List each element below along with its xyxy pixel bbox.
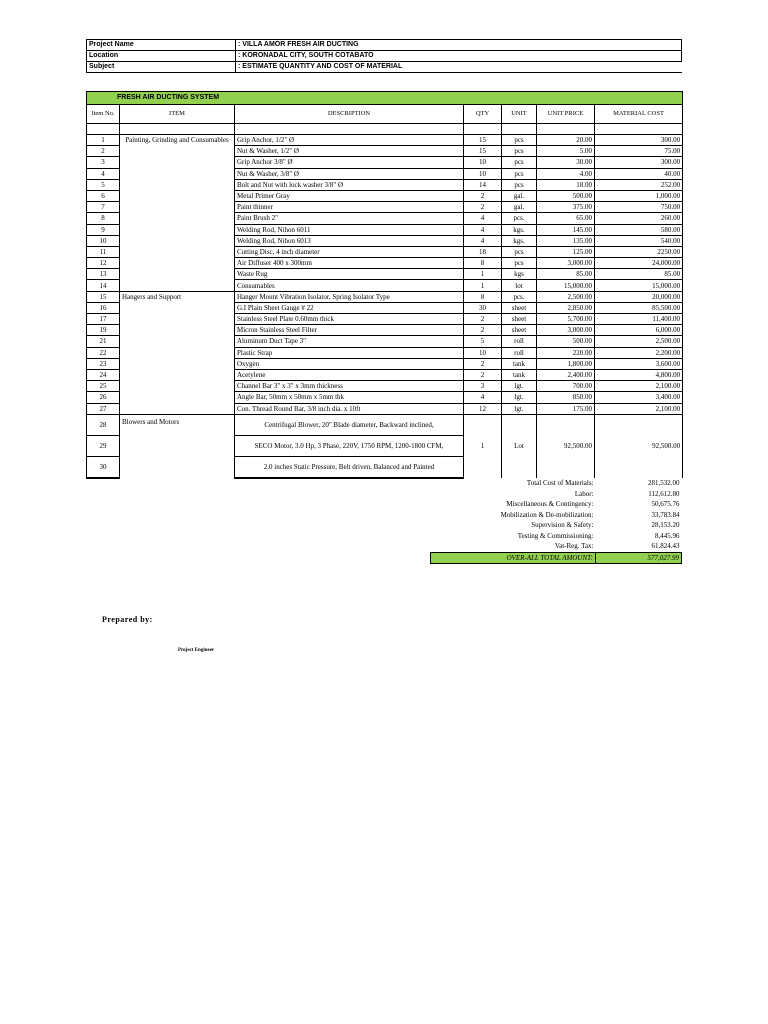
item-unit: pcs — [502, 146, 537, 157]
item-unit: pcs — [502, 157, 537, 168]
item-material-cost: 92,500.00 — [595, 414, 683, 478]
item-unit-price: 850.00 — [537, 392, 595, 403]
item-description: Aluminum Duct Tape 3" — [235, 336, 464, 347]
item-description: Channel Bar 3" x 3" x 3mm thickness — [235, 381, 464, 392]
item-qty: 10 — [464, 157, 502, 168]
item-number: 15 — [87, 291, 120, 302]
item-qty: 14 — [464, 179, 502, 190]
item-unit: tank — [502, 369, 537, 380]
item-material-cost: 300.00 — [595, 135, 683, 146]
item-unit: roll — [502, 336, 537, 347]
item-material-cost: 40.00 — [595, 168, 683, 179]
item-qty: 10 — [464, 347, 502, 358]
item-unit-price: 500.00 — [537, 336, 595, 347]
column-header: ITEM — [120, 105, 235, 124]
item-qty: 3 — [464, 381, 502, 392]
summary-row — [431, 520, 682, 531]
item-unit-price: 125.00 — [537, 246, 595, 257]
summary-label: Vat-Reg. Tax: — [554, 542, 594, 551]
item-unit: lgt. — [502, 392, 537, 403]
item-unit: kgs — [502, 269, 537, 280]
item-unit-price: 85.00 — [537, 269, 595, 280]
item-unit-price: 220.00 — [537, 347, 595, 358]
prepared-by-label: Prepared by: — [102, 615, 153, 624]
category-painting: Painting, Grinding and Consumables — [120, 135, 235, 292]
summary-value: 50,675.76 — [651, 500, 680, 509]
item-material-cost: 540.00 — [595, 235, 683, 246]
table-title: FRESH AIR DUCTING SYSTEM — [87, 92, 683, 105]
item-description: Paint Brush 2" — [235, 213, 464, 224]
item-description: 2.0 inches Static Pressure, Belt driven, Balanced and Painted — [235, 456, 464, 478]
column-header: Item No. — [87, 105, 120, 124]
item-qty: 4 — [464, 235, 502, 246]
item-unit-price: 4.00 — [537, 168, 595, 179]
summary-row — [431, 499, 682, 510]
item-qty: 1 — [464, 280, 502, 291]
item-description: Con. Thread Round Bar, 3/8 inch dia. x 10ft — [235, 403, 464, 414]
summary-value: 8,445.96 — [655, 531, 680, 540]
header-row — [87, 40, 682, 51]
item-unit: sheet — [502, 302, 537, 313]
summary-label: Miscellaneous & Contingency: — [506, 500, 594, 509]
item-qty: 1 — [464, 414, 502, 478]
item-material-cost: 3,600.00 — [595, 358, 683, 369]
item-unit-price: 700.00 — [537, 381, 595, 392]
item-description: Consumables — [235, 280, 464, 291]
item-qty: 4 — [464, 392, 502, 403]
item-material-cost: 2,500.00 — [595, 336, 683, 347]
item-unit: pcs — [502, 246, 537, 257]
item-material-cost: 2,100.00 — [595, 403, 683, 414]
item-description: Grip Anchor, 1/2" Ø — [235, 135, 464, 146]
header-key: Subject — [87, 62, 236, 73]
item-qty: 1 — [464, 269, 502, 280]
item-description: Air Diffuser 400 x 300mm — [235, 258, 464, 269]
item-qty: 2 — [464, 202, 502, 213]
item-material-cost: 2,200.00 — [595, 347, 683, 358]
item-material-cost: 2,100.00 — [595, 381, 683, 392]
item-number: 21 — [87, 336, 120, 347]
item-description: Hanger Mount Vibration Isolator, Spring Isolator Type — [235, 291, 464, 302]
item-qty: 12 — [464, 403, 502, 414]
item-unit: pcs — [502, 179, 537, 190]
item-qty: 2 — [464, 358, 502, 369]
item-qty: 2 — [464, 190, 502, 201]
item-material-cost: 11,400.00 — [595, 314, 683, 325]
summary-label: Testing & Commissioning: — [517, 531, 594, 540]
column-header: MATERIAL COST — [595, 105, 683, 124]
summary-value: 281,532.00 — [648, 479, 680, 488]
item-description: Metal Primer Gray — [235, 190, 464, 201]
item-unit: lgt. — [502, 403, 537, 414]
column-header: UNIT — [502, 105, 537, 124]
item-unit-price: 145.00 — [537, 224, 595, 235]
item-number: 19 — [87, 325, 120, 336]
item-unit-price: 2,400.00 — [537, 369, 595, 380]
item-number: 7 — [87, 202, 120, 213]
summary-value: 33,783.84 — [651, 510, 680, 519]
item-description: Nut & Washer, 1/2" Ø — [235, 146, 464, 157]
item-number: 1 — [87, 135, 120, 146]
item-number: 6 — [87, 190, 120, 201]
item-description: Micron Stainless Steel Filter — [235, 325, 464, 336]
spacer-row — [87, 124, 683, 135]
project-engineer-label: Project Engineer — [178, 648, 215, 653]
cost-summary — [430, 478, 682, 564]
item-material-cost: 1,000.00 — [595, 190, 683, 201]
item-unit: pcs. — [502, 291, 537, 302]
item-description: Welding Rod, Nihon 6011 — [235, 224, 464, 235]
item-number: 30 — [87, 456, 120, 478]
item-number: 8 — [87, 213, 120, 224]
item-material-cost: 15,000.00 — [595, 280, 683, 291]
item-unit: gal. — [502, 202, 537, 213]
item-unit-price: 2,500.00 — [537, 291, 595, 302]
item-number: 23 — [87, 358, 120, 369]
item-unit: roll — [502, 347, 537, 358]
item-description: Welding Rod, Nihon 6013 — [235, 235, 464, 246]
item-qty: 18 — [464, 246, 502, 257]
item-number: 25 — [87, 381, 120, 392]
column-header: QTY — [464, 105, 502, 124]
item-unit-price: 3,000.00 — [537, 258, 595, 269]
category-blowers: Blowers and Motors — [120, 414, 235, 478]
item-description: Stainless Steel Plate 0.60mm thick — [235, 314, 464, 325]
table-row — [87, 291, 683, 302]
table-title-row — [87, 92, 683, 105]
category-hangers: Hangers and Support — [120, 291, 235, 414]
item-unit-price: 92,500.00 — [537, 414, 595, 478]
header-value: : VILLA AMOR FRESH AIR DUCTING — [236, 40, 682, 51]
item-description: G.I Plain Sheet Gauge # 22 — [235, 302, 464, 313]
item-number: 10 — [87, 235, 120, 246]
header-key: Location — [87, 51, 236, 62]
item-description: Centrifugal Blower, 20" Blade diameter, Backward inclined, — [235, 414, 464, 435]
item-unit: gal. — [502, 190, 537, 201]
item-unit-price: 5.00 — [537, 146, 595, 157]
item-number: 11 — [87, 246, 120, 257]
summary-label: Mobilization & De-mobilization: — [500, 510, 594, 519]
table-row — [87, 414, 683, 435]
item-description: Acetylene — [235, 369, 464, 380]
summary-label: Labor: — [574, 489, 594, 498]
overall-total-value: 577,027.99 — [596, 552, 682, 564]
summary-row — [431, 531, 682, 542]
item-description: Waste Rug — [235, 269, 464, 280]
item-unit: lot — [502, 280, 537, 291]
item-material-cost: 2250.00 — [595, 246, 683, 257]
header-row — [87, 62, 682, 73]
item-material-cost: 85.00 — [595, 269, 683, 280]
item-number: 28 — [87, 414, 120, 435]
item-unit: sheet — [502, 325, 537, 336]
item-qty: 2 — [464, 369, 502, 380]
item-unit: kgs. — [502, 224, 537, 235]
summary-row — [431, 510, 682, 521]
overall-total-row — [431, 552, 682, 564]
item-unit-price: 30.00 — [537, 157, 595, 168]
item-number: 9 — [87, 224, 120, 235]
summary-label: Supervision & Safety: — [531, 521, 594, 530]
item-unit-price: 500.00 — [537, 190, 595, 201]
item-number: 17 — [87, 314, 120, 325]
item-qty: 5 — [464, 336, 502, 347]
item-number: 22 — [87, 347, 120, 358]
item-description: Plastic Strap — [235, 347, 464, 358]
summary-row — [431, 478, 682, 489]
item-unit: sheet — [502, 314, 537, 325]
header-value: : ESTIMATE QUANTITY AND COST OF MATERIAL — [236, 62, 682, 73]
item-material-cost: 75.00 — [595, 146, 683, 157]
item-material-cost: 20,000.00 — [595, 291, 683, 302]
column-header-row — [87, 105, 683, 124]
item-material-cost: 260.00 — [595, 213, 683, 224]
item-qty: 4 — [464, 224, 502, 235]
header-row — [87, 51, 682, 62]
item-description: Bolt and Nut with lock washer 3/8" Ø — [235, 179, 464, 190]
item-material-cost: 252.00 — [595, 179, 683, 190]
summary-value: 61,824.43 — [651, 542, 680, 551]
table-row — [87, 135, 683, 146]
item-description: Cutting Disc, 4 inch diameter — [235, 246, 464, 257]
item-qty: 15 — [464, 135, 502, 146]
item-description: Angle Bar, 50mm x 50mm x 5mm thk — [235, 392, 464, 403]
item-number: 26 — [87, 392, 120, 403]
project-header — [86, 39, 682, 73]
item-unit: tank — [502, 358, 537, 369]
item-description: Paint thinner — [235, 202, 464, 213]
item-number: 29 — [87, 435, 120, 456]
item-number: 3 — [87, 157, 120, 168]
summary-label: Total Cost of Materials: — [526, 479, 594, 488]
item-unit-price: 2,850.00 — [537, 302, 595, 313]
item-qty: 15 — [464, 146, 502, 157]
header-key: Project Name — [87, 40, 236, 51]
summary-row — [431, 541, 682, 552]
item-unit-price: 18.00 — [537, 179, 595, 190]
item-material-cost: 3,400.00 — [595, 392, 683, 403]
item-unit-price: 65.00 — [537, 213, 595, 224]
item-qty: 10 — [464, 168, 502, 179]
item-unit-price: 3,000.00 — [537, 325, 595, 336]
item-number: 4 — [87, 168, 120, 179]
item-material-cost: 6,000.00 — [595, 325, 683, 336]
item-unit-price: 5,700.00 — [537, 314, 595, 325]
item-unit: Lot — [502, 414, 537, 478]
item-qty: 4 — [464, 213, 502, 224]
item-number: 27 — [87, 403, 120, 414]
item-number: 13 — [87, 269, 120, 280]
item-unit-price: 175.00 — [537, 403, 595, 414]
header-value: : KORONADAL CITY, SOUTH COTABATO — [236, 51, 682, 62]
item-number: 24 — [87, 369, 120, 380]
item-material-cost: 750.00 — [595, 202, 683, 213]
item-description: Oxygen — [235, 358, 464, 369]
column-header: UNIT PRICE — [537, 105, 595, 124]
column-header: DESCRIPTION — [235, 105, 464, 124]
item-number: 12 — [87, 258, 120, 269]
summary-value: 112,612.80 — [648, 489, 680, 498]
item-unit: pcs. — [502, 213, 537, 224]
item-qty: 30 — [464, 302, 502, 313]
item-number: 5 — [87, 179, 120, 190]
item-qty: 8 — [464, 291, 502, 302]
item-unit: kgs. — [502, 235, 537, 246]
item-material-cost: 4,800.00 — [595, 369, 683, 380]
item-unit-price: 15,000.00 — [537, 280, 595, 291]
estimate-table — [86, 91, 683, 479]
item-qty: 2 — [464, 314, 502, 325]
item-number: 14 — [87, 280, 120, 291]
item-number: 2 — [87, 146, 120, 157]
overall-total-label: OVER-ALL TOTAL AMOUNT: — [431, 552, 596, 564]
item-material-cost: 580.00 — [595, 224, 683, 235]
item-unit-price: 135.00 — [537, 235, 595, 246]
item-unit: pcs — [502, 168, 537, 179]
item-description: Nut & Washer, 3/8" Ø — [235, 168, 464, 179]
item-unit-price: 20.00 — [537, 135, 595, 146]
item-unit: pcs — [502, 135, 537, 146]
item-description: Grip Anchor 3/8" Ø — [235, 157, 464, 168]
summary-value: 28,153.20 — [651, 521, 680, 530]
item-unit: lgt. — [502, 381, 537, 392]
item-description: SECO Motor, 3.0 Hp, 3 Phase, 220V, 1750 RPM, 1200-1800 CFM, — [235, 435, 464, 456]
item-unit-price: 1,800.00 — [537, 358, 595, 369]
item-qty: 2 — [464, 325, 502, 336]
item-number: 16 — [87, 302, 120, 313]
item-material-cost: 24,000.00 — [595, 258, 683, 269]
item-qty: 8 — [464, 258, 502, 269]
item-material-cost: 85,500.00 — [595, 302, 683, 313]
item-unit: pcs — [502, 258, 537, 269]
item-unit-price: 375.00 — [537, 202, 595, 213]
summary-row — [431, 489, 682, 500]
item-material-cost: 300.00 — [595, 157, 683, 168]
